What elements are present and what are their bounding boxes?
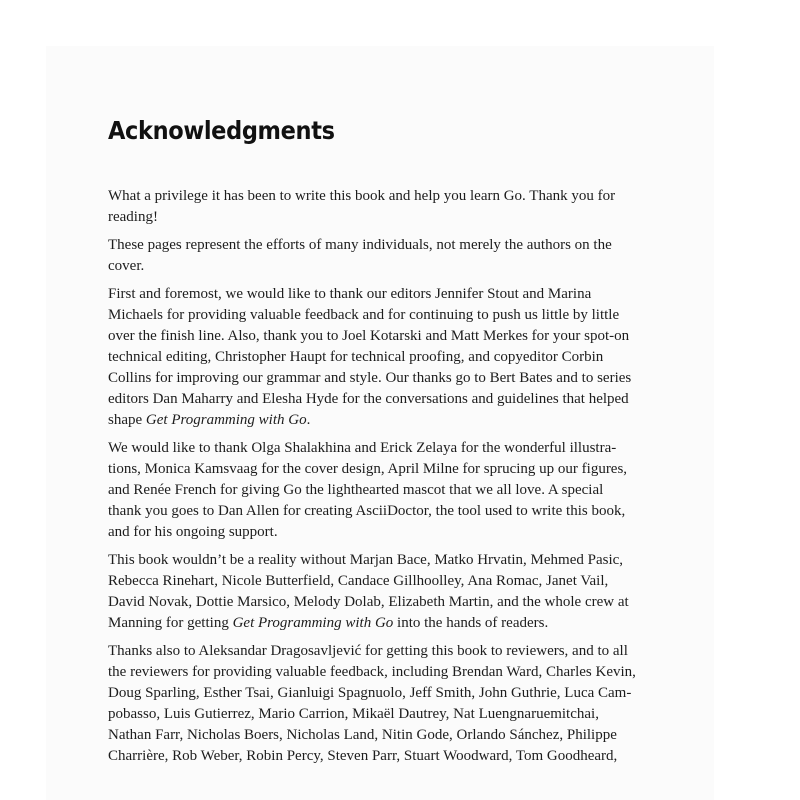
text-line: Charrière, Rob Weber, Robin Percy, Steven Parr, Stuart Woodward, Tom Goodheard,: [108, 748, 618, 764]
paragraph-3: [108, 284, 708, 431]
text-line: David Novak, Dottie Marsico, Melody Dolab, Elizabeth Martin, and the whole crew at: [108, 594, 629, 610]
paragraph-6: [108, 641, 708, 767]
text-line: These pages represent the efforts of many individuals, not merely the authors on the: [108, 237, 612, 253]
text-line: [108, 410, 708, 431]
text-fragment: Manning for getting: [108, 615, 233, 631]
text-fragment: into the hands of readers.: [393, 615, 549, 631]
paragraph-1: [108, 186, 708, 228]
text-line: reading!: [108, 209, 158, 225]
text-line: technical editing, Christopher Haupt for technical proofing, and copyeditor Corbin: [108, 349, 604, 365]
text-line: We would like to thank Olga Shalakhina and Erick Zelaya for the wonderful illustra-: [108, 440, 617, 456]
text-line: First and foremost, we would like to thank our editors Jennifer Stout and Marina: [108, 286, 592, 302]
text-line: over the finish line. Also, thank you to Joel Kotarski and Matt Merkes for your spot-on: [108, 328, 630, 344]
paragraph-4: [108, 438, 708, 543]
book-title-italic: Get Programming with Go: [232, 615, 394, 631]
text-line: editors Dan Maharry and Elesha Hyde for the conversations and guidelines that helped: [108, 391, 629, 407]
paragraph-2: [108, 235, 708, 277]
text-line: thank you goes to Dan Allen for creating AsciiDoctor, the tool used to write this book,: [108, 503, 626, 519]
text-line: Doug Sparling, Esther Tsai, Gianluigi Spagnuolo, Jeff Smith, John Guthrie, Luca Cam-: [108, 685, 632, 701]
text-line: Michaels for providing valuable feedback and for continuing to push us little by little: [108, 307, 620, 323]
text-fragment: shape: [108, 412, 146, 428]
text-line: Collins for improving our grammar and style. Our thanks go to Bert Bates and to series: [108, 370, 632, 386]
text-line: and for his ongoing support.: [108, 524, 278, 540]
text-line: tions, Monica Kamsvaag for the cover design, April Milne for sprucing up our figures,: [108, 461, 628, 477]
page-title: Acknowledgments: [108, 116, 335, 145]
book-title-italic: Get Programming with Go: [145, 412, 307, 428]
text-line: [108, 613, 708, 634]
acknowledgments-body: [108, 186, 708, 774]
text-line: This book wouldn’t be a reality without Marjan Bace, Matko Hrvatin, Mehmed Pasic,: [108, 552, 624, 568]
text-line: Thanks also to Aleksandar Dragosavljević for getting this book to reviewers, and to all: [108, 643, 628, 659]
text-line: cover.: [108, 258, 145, 274]
text-line: What a privilege it has been to write this book and help you learn Go. Thank you for: [108, 188, 616, 204]
text-line: Nathan Farr, Nicholas Boers, Nicholas Land, Nitin Gode, Orlando Sánchez, Philippe: [108, 727, 617, 743]
text-line: Rebecca Rinehart, Nicole Butterfield, Candace Gillhoolley, Ana Romac, Janet Vail,: [108, 573, 609, 589]
text-line: the reviewers for providing valuable feedback, including Brendan Ward, Charles Kevin,: [108, 664, 636, 680]
text-fragment: .: [306, 412, 311, 428]
paragraph-5: [108, 550, 708, 634]
text-line: pobasso, Luis Gutierrez, Mario Carrion, Mikaël Dautrey, Nat Luengnaruemitchai,: [108, 706, 599, 722]
text-line: and Renée French for giving Go the lighthearted mascot that we all love. A special: [108, 482, 604, 498]
